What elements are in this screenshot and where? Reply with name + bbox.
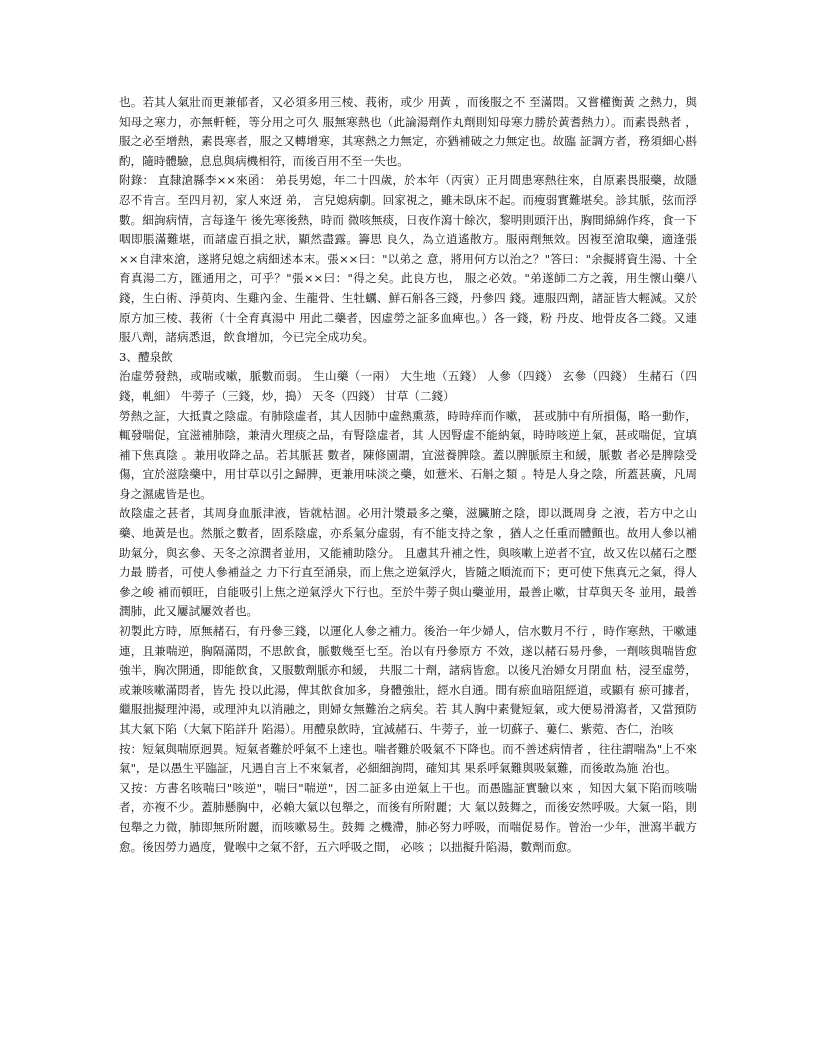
section-heading-liquan-yin: 3、醴泉飲: [119, 349, 173, 364]
paragraph-intro-continuation: 也。若其人氣壯而更兼郁者，又必須多用三棱、莪術，或少 用黃 ，而後服之不 至滿悶。又嘗權衡黃 之熱力，與知母之寒力，亦無軒輊，等分用之可久 服無寒熱也（此論湯劑作丸劑則知母寒力勝於黃耆熱力）。而素畏熱者 ，服之必至增熱，素畏寒者，服之又轉增寒，其寒熱之力無定，亦猶補破之力無定也。故臨 証調方者，務須細心斟酌，隨時體驗，息息與病機相符，而後百用不至一失也。: [119, 95, 697, 168]
paragraph-original-formula: 初製此方時，原無赭石，有丹參三錢，以運化人參之補力。後治一年少婦人，信水數月不行 ，時作寒熱，干嗽連連，且兼喘逆，胸隔滿悶，不思飲食，脈數幾至七至。治以有丹參原方 不效，遂以赭石易丹參，一劑咳與喘皆愈強半，胸次開通，即能飲食，又服數劑脈亦和緩， 共服二十劑，諸病皆愈。以後凡治婦女月閉血 枯，浸至虛勞，或兼咳嗽滿悶者，皆先 投以此湯，俾其飲食加多，身體強壯，經水自通。間有瘀血暗阻經道，或顯有 瘀可據者，繼服拙擬理沖湯，或理沖丸以消融之，則婦女無難治之病矣。若 其人胸中素覺短氣，或大便易滑瀉者，又當預防其大氣下陷（大氣下陷詳升 陷湯）。用醴泉飲時，宜減赭石、牛蒡子，並一切蘇子、蔞仁、紫菀、杏仁，治咳: [119, 624, 697, 736]
paragraph-appendix-letter: 附錄： 直隸滄縣李××來函： 弟長男媳，年二十四歲，於本年（丙寅）正月間患寒熱往來，自原素畏服藥，故隱忍不肯言。至四月初，家人來迓 弟， 言兒媳病劇。回家視之，雖未臥床不起。而瘦弱實難堪矣。診其脈，弦而浮數。細詢病情，言每逢午 後先寒後熱，時而 微咳無痰，日夜作瀉十餘次，黎明則頭汗出，胸間綿綿作疼，食一下咽即脹滿難堪，而諸虛百損之狀，顯然盡露。籌思 良久，為立逍遙散方。服兩劑無效。因複至滄取藥，適逢張××自津來滄，遂將兒媳之病細述本末。張××曰："以弟之 意，將用何方以治之？"答曰："余擬將資生湯、十全育真湯二方，匯通用之，可乎？"張××曰："得之矣。此良方也， 服之必效。"弟遂師二方之義，用生懷山藥八錢，生白術、淨萸肉、生雞內金、生龍骨、生牡蠣、鮮石斛各三錢，丹參四 錢。連服四劑，諸証皆大輕減。又於原方加三棱、莪術（十全育真湯中 用此二藥者，因虛勞之証多血痺也。）各一錢，粉 丹皮、地骨皮各二錢。又連服八劑，諸病悉退，飲食增加，今已完全成功矣。: [119, 173, 697, 345]
paragraph-severe-deficiency: 故陰虛之甚者，其周身血脈津液，皆就枯涸。必用汁漿最多之藥，滋臟腑之陰，即以溉周身 之液，若方中之山藥、地黃是也。然脈之數者，固系陰虛，亦系氣分虛弱，有不能支持之象 ，猶人之任重而體顫也。故用人參以補助氣分，與玄參、天冬之涼潤者並用，又能補助陰分。 且慮其升補之性，與咳嗽上逆者不宜，故又佐以赭石之壓力最 勝者，可使人參補益之 力下行直至涌泉，而上焦之逆氣浮火，皆隨之順流而下；更可使下焦真元之氣，得人參之峻 補而頓旺，自能吸引上焦之逆氣浮火下行也。至於牛蒡子與山藥並用，最善止嗽，甘草與天冬 並用，最善潤肺，此又屢試屢效者也。: [119, 506, 697, 619]
document-page: [119, 93, 697, 857]
paragraph-prescription: 治虛勞發熱，或喘或嗽，脈數而弱。 生山藥（一兩） 大生地（五錢） 人參（四錢） 玄參（四錢） 生赭石（四錢，軋細） 牛蒡子（三錢，炒，搗） 天冬（四錢） 甘草（二錢）: [119, 369, 697, 403]
paragraph-note-cough-asthma: 又按：方書名咳喘曰"咳逆"，喘曰"喘逆"，因二証多由逆氣上干也。而愚臨証實驗以來 ，知因大氣下陷而咳喘者，亦複不少。蓋肺懸胸中，必賴大氣以包舉之，而後有所附麗；大 氣以鼓舞之，而後安然呼吸。大氣一陷，則包舉之力微，肺即無所附麗，而咳嗽易生。鼓舞 之機滯，肺必努力呼吸，而喘促易作。曾治一少年，泄瀉半載方愈。後因勞力過度，覺喉中之氣不舒，五六呼吸之間， 必咳 ；以拙擬升陷湯，數劑而愈。: [119, 780, 697, 854]
paragraph-note-short-breath: 按：短氣與喘原迥異。短氣者難於呼氣不上達也。喘者難於吸氣不下降也。而不善述病情者 ，往往謂喘為"上不來氣"，是以愚生平臨証，凡遇自言上不來氣者，必細細詢問，確知其 果系呼氣難與吸氣難，而後敢為施 治也。: [119, 741, 697, 776]
paragraph-yin-deficiency: 勞熱之証，大抵責之陰虛。有肺陰虛者，其人因肺中虛熱熏蒸，時時痒而作嗽， 甚或肺中有所損傷，略一動作，輒發喘促，宜滋補肺陰，兼清火理痰之品，有腎陰虛者，其 人因腎虛不能納氣，時時咳逆上氣，甚或喘促，宜填補下焦真陰 。兼用收降之品。若其脈甚 數者，陳修園謂，宜滋養脾陰。蓋以脾脈原主和緩，脈數 者必是脾陰受傷，宜於滋陰藥中，用甘草以引之歸脾，更兼用味淡之藥，如薏米、石斛之類 。特是人身之陰，所蓋甚廣，凡周身之濕處皆是也。: [119, 408, 697, 501]
